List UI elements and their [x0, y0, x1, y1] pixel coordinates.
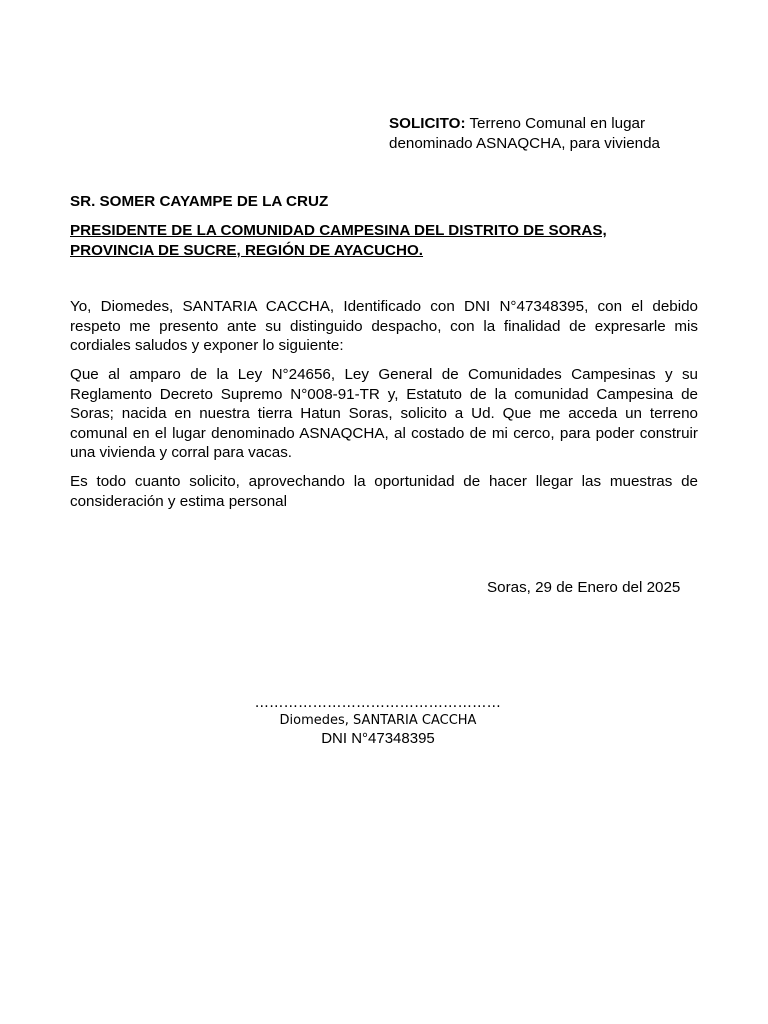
signature-line: …………………………………………… [254, 695, 502, 711]
signature-block [200, 694, 556, 749]
subject-label: SOLICITO: [389, 115, 466, 132]
body-paragraph-2: Que al amparo de la Ley N°24656, Ley General de Comunidades Campesinas y su Reglamento Decreto Supremo N°008-91-TR y, Estatuto de la comunidad Campesina de Soras; nacida en nuestra tierra Hatun Soras, solicito a Ud. Que me acceda un terreno comunal en el lugar denominado ASNAQCHA, al costado de mi cerco, para poder construir una vivienda y corral para vacas. [70, 366, 698, 462]
signer-name: Diomedes, SANTARIA CACCHA [279, 713, 477, 728]
addressee-title-line1: PRESIDENTE DE LA COMUNIDAD CAMPESINA DEL DISTRITO DE SORAS, [70, 222, 607, 239]
place-date: Soras, 29 de Enero del 2025 [487, 579, 681, 596]
body-paragraph-1: Yo, Diomedes, SANTARIA CACCHA, Identificado con DNI N°47348395, con el debido respeto me presento ante su distinguido despacho, con la finalidad de expresarle mis cordiales saludos y exponer lo siguiente: [70, 298, 698, 355]
addressee-title [70, 221, 710, 260]
addressee-title-line2: PROVINCIA DE SUCRE, REGIÓN DE AYACUCHO. [70, 241, 424, 259]
subject-text-line2: denominado ASNAQCHA, para vivienda [389, 135, 660, 152]
subject-text-line1: Terreno Comunal en lugar [465, 115, 646, 132]
body-paragraph-3: Es todo cuanto solicito, aprovechando la oportunidad de hacer llegar las muestras de consideración y estima personal [70, 473, 698, 510]
addressee-name: SR. SOMER CAYAMPE DE LA CRUZ [70, 193, 329, 210]
subject-block [389, 114, 719, 154]
signer-dni: DNI N°47348395 [321, 730, 435, 747]
